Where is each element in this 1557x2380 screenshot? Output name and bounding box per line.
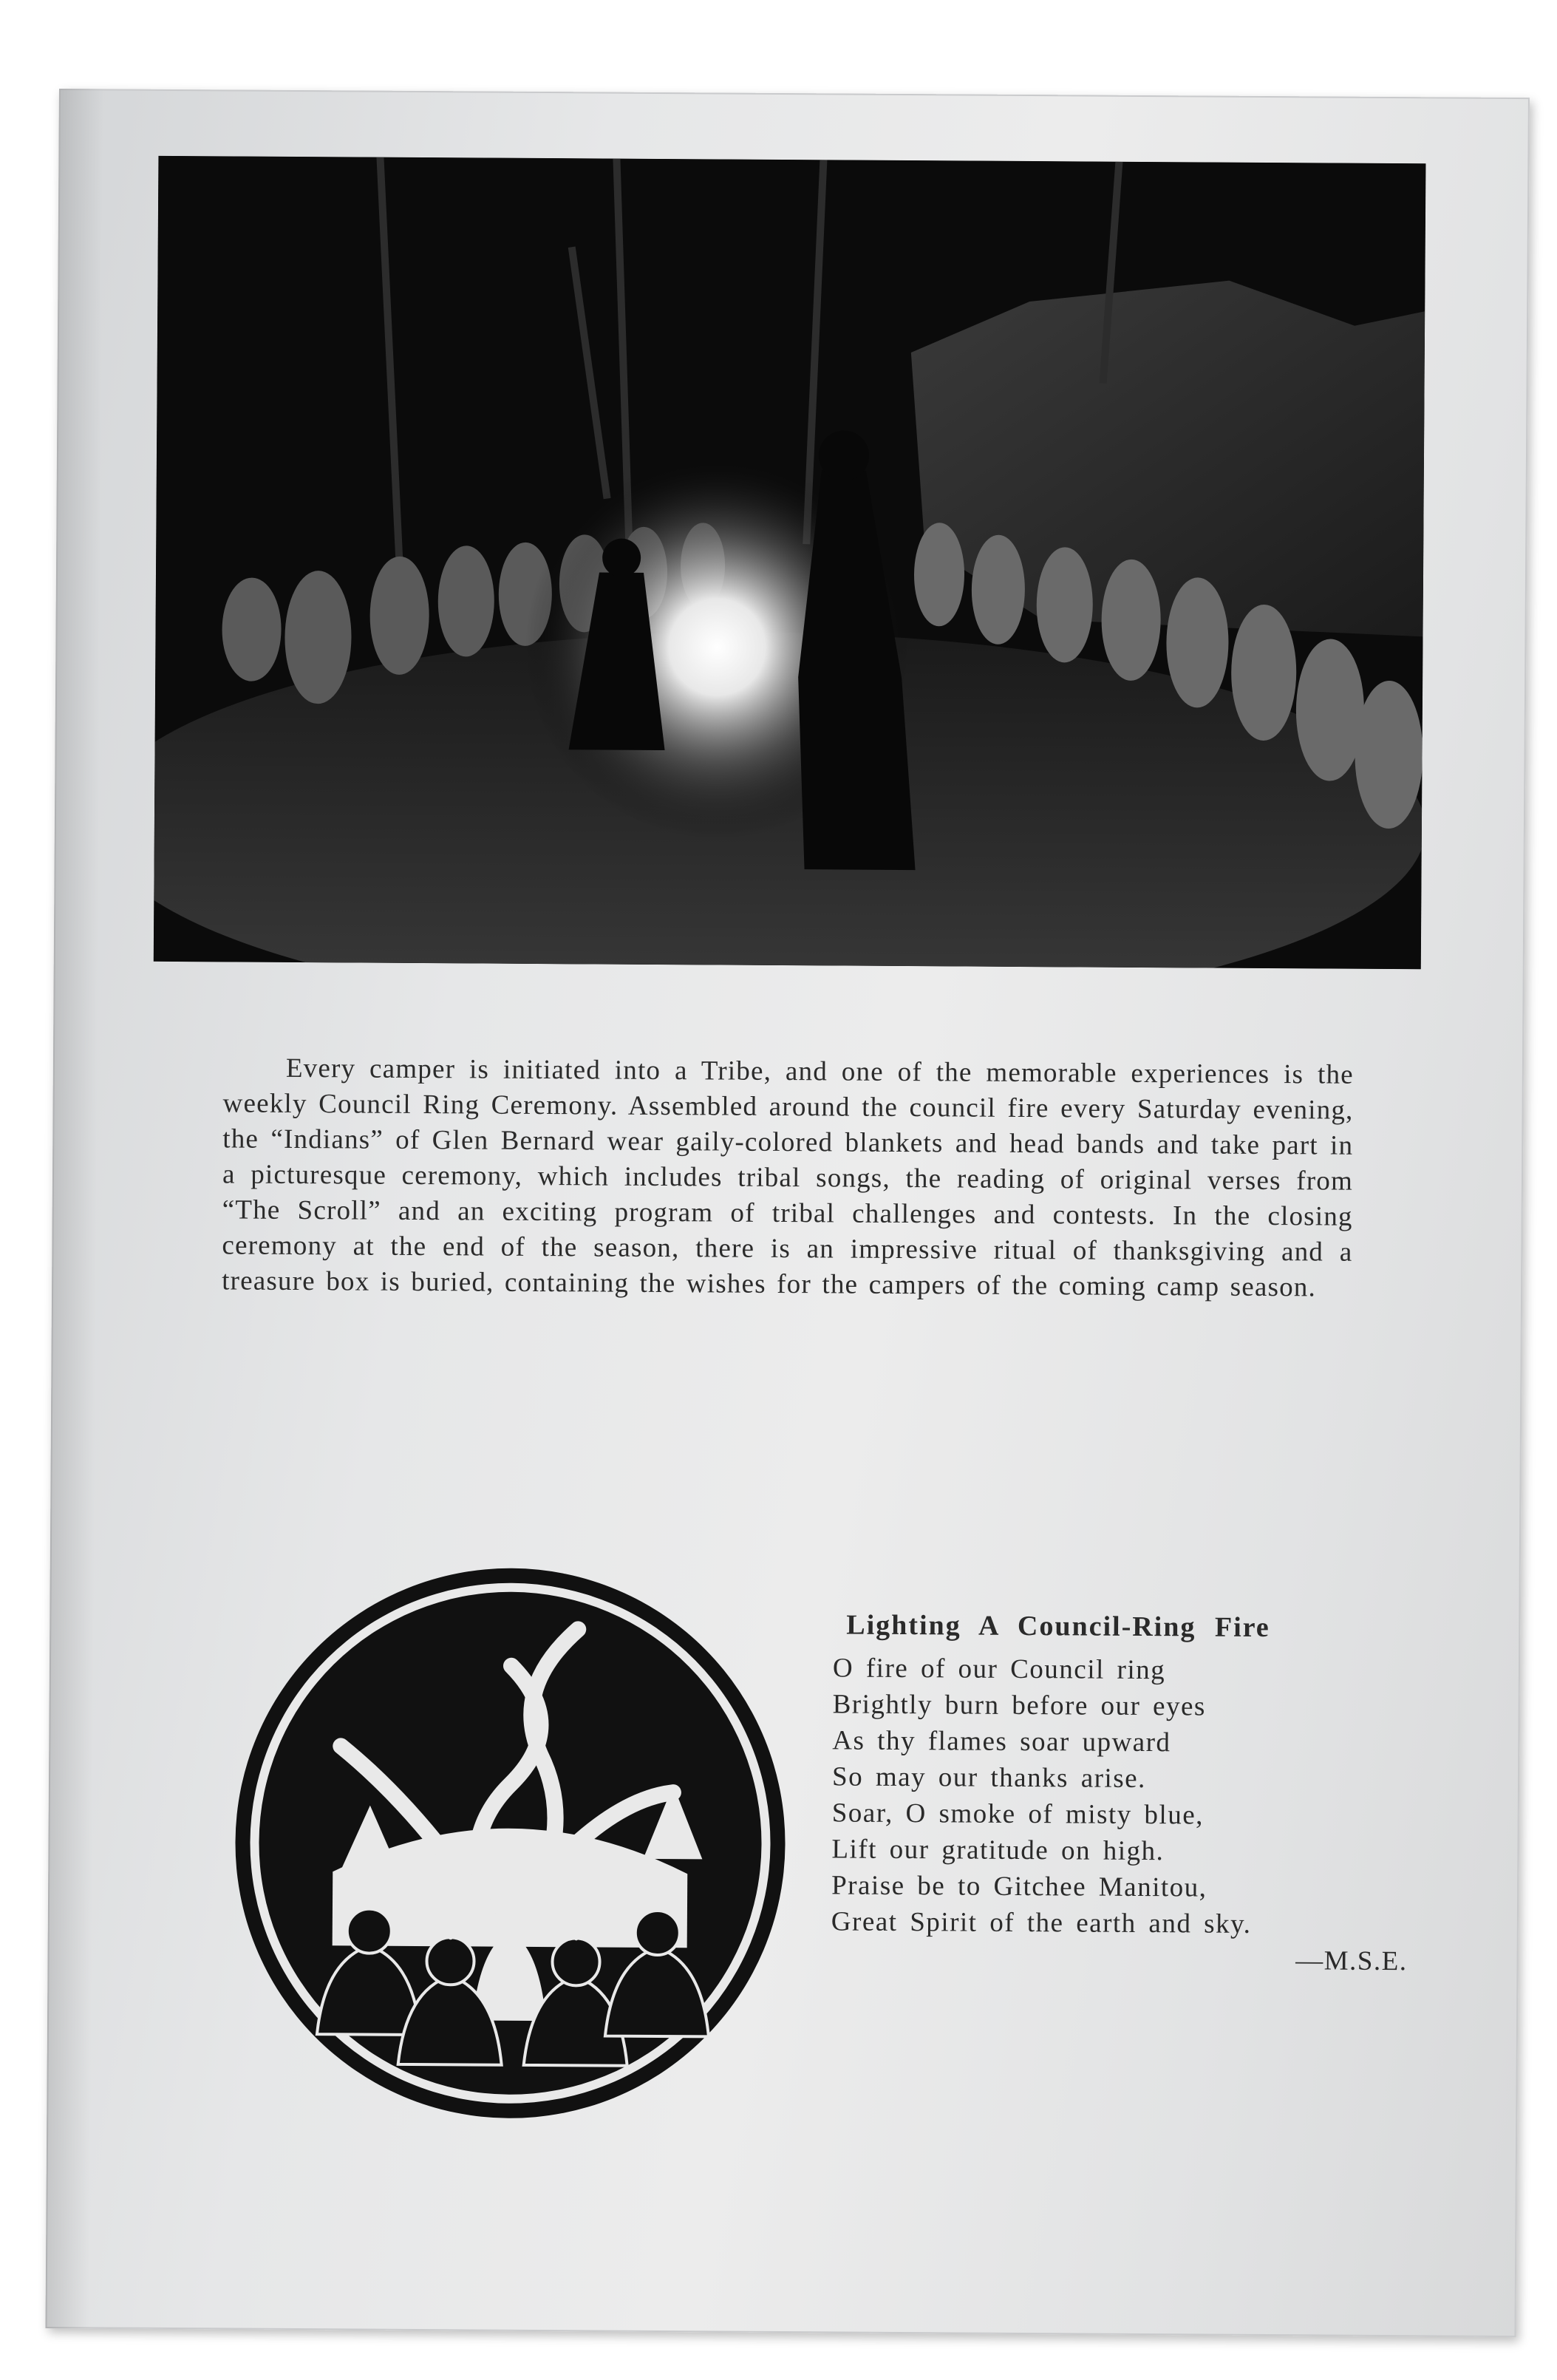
ceremony-description: Every camper is initiated into a Tribe, and one of the memorable experiences is the weekly Council Ring Ceremony. Assembled around the council fire every Saturday evening, the “Indians” of Glen Bernard wear gaily-colored blankets and head bands and take part in a picturesque ceremony, which includes tribal songs, the reading of original verses from “The Scroll” and an exciting program of tribal challenges and contests. In the closing ceremony at the end of the season, there is an impressive ritual of thanksgiving and a treasure box is buried, containing the wishes for the campers of the coming camp season. — [222, 1053, 1355, 1303]
brochure-page — [45, 89, 1529, 2337]
poem-line: So may our thanks arise. — [831, 1761, 1146, 1795]
poem-line: Praise be to Gitchee Manitou, — [831, 1870, 1207, 1903]
poem-line: Brightly burn before our eyes — [832, 1689, 1207, 1722]
poem-author: —M.S.E. — [1295, 1945, 1408, 1977]
poem-line: As thy flames soar upward — [832, 1725, 1171, 1758]
council-ring-photo — [154, 156, 1426, 969]
poem-title: Lighting A Council-Ring Fire — [846, 1609, 1270, 1644]
poem-line: Great Spirit of the earth and sky. — [831, 1906, 1252, 1939]
poem-line: Soar, O smoke of misty blue, — [831, 1798, 1205, 1831]
council-fire-emblem — [228, 1560, 793, 2126]
poem-line: Lift our gratitude on high. — [831, 1834, 1165, 1867]
poem-line: O fire of our Council ring — [832, 1653, 1166, 1686]
poem-block — [831, 1608, 1417, 1979]
page-fold-shadow — [45, 89, 103, 2328]
